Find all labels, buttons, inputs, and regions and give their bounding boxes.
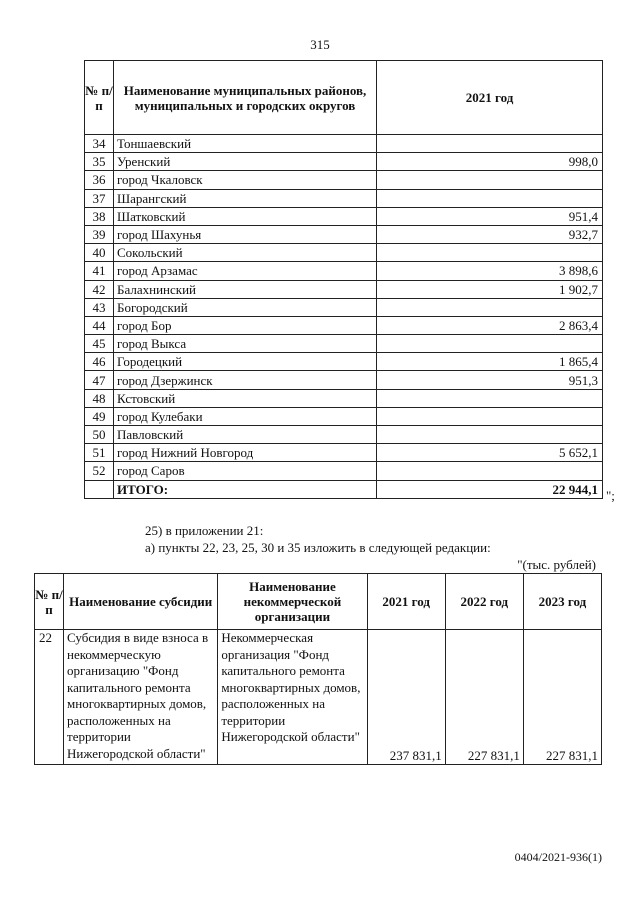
col-header-2021: 2021 год — [367, 574, 445, 630]
row-name: Шарангский — [114, 189, 377, 207]
value-2022: 227 831,1 — [445, 630, 523, 765]
page-number: 315 — [310, 37, 330, 52]
table-row — [85, 316, 603, 334]
row-num: 48 — [85, 389, 114, 407]
row-num: 41 — [85, 262, 114, 280]
row-name: город Чкаловск — [114, 171, 377, 189]
row-value — [377, 189, 603, 207]
row-value: 951,3 — [377, 371, 603, 389]
col-header-num: № п/п — [35, 574, 64, 630]
table-row — [35, 630, 602, 765]
table-row — [85, 225, 603, 243]
table-row — [85, 189, 603, 207]
table-row — [85, 298, 603, 316]
row-num: 22 — [35, 630, 64, 765]
row-value — [377, 171, 603, 189]
row-num: 45 — [85, 335, 114, 353]
row-name: Тоншаевский — [114, 135, 377, 153]
table-row — [85, 244, 603, 262]
row-value — [377, 244, 603, 262]
row-value: 1 902,7 — [377, 280, 603, 298]
table-row — [85, 153, 603, 171]
table-header-row — [35, 574, 602, 630]
row-num: 52 — [85, 462, 114, 480]
row-num: 51 — [85, 444, 114, 462]
row-num: 42 — [85, 280, 114, 298]
col-header-num: № п/п — [85, 61, 114, 135]
row-num: 39 — [85, 225, 114, 243]
table-row — [85, 371, 603, 389]
row-value: 2 863,4 — [377, 316, 603, 334]
row-num: 38 — [85, 207, 114, 225]
row-name: Городецкий — [114, 353, 377, 371]
row-num: 40 — [85, 244, 114, 262]
row-num: 46 — [85, 353, 114, 371]
document-code: 0404/2021-936(1) — [514, 850, 602, 864]
row-num: 49 — [85, 407, 114, 425]
org-name: Некоммерческая организация "Фонд капитального ремонта многоквартирных домов, расположенных на территории Нижегородской области" — [218, 630, 367, 765]
row-name: Шатковский — [114, 207, 377, 225]
table-row — [85, 426, 603, 444]
row-value: 3 898,6 — [377, 262, 603, 280]
total-label: ИТОГО: — [114, 480, 377, 498]
paragraph-25: 25) в приложении 21: — [145, 523, 264, 538]
row-num: 47 — [85, 371, 114, 389]
row-name: город Выкса — [114, 335, 377, 353]
table-row — [85, 280, 603, 298]
row-num: 37 — [85, 189, 114, 207]
col-header-name: Наименование муниципальных районов, муниципальных и городских округов — [114, 61, 377, 135]
row-num: 44 — [85, 316, 114, 334]
row-value — [377, 426, 603, 444]
table-row — [85, 389, 603, 407]
row-name: город Нижний Новгород — [114, 444, 377, 462]
total-num-cell — [85, 480, 114, 498]
table-row — [85, 207, 603, 225]
row-num: 43 — [85, 298, 114, 316]
total-value: 22 944,1 — [377, 480, 603, 498]
row-num: 36 — [85, 171, 114, 189]
row-name: город Кулебаки — [114, 407, 377, 425]
table-row — [85, 444, 603, 462]
row-name: Уренский — [114, 153, 377, 171]
row-name: Павловский — [114, 426, 377, 444]
row-name: город Бор — [114, 316, 377, 334]
row-value — [377, 335, 603, 353]
row-value — [377, 298, 603, 316]
total-row — [85, 480, 603, 498]
row-value: 932,7 — [377, 225, 603, 243]
value-2021: 237 831,1 — [367, 630, 445, 765]
municipal-table — [84, 60, 603, 499]
row-name: город Арзамас — [114, 262, 377, 280]
units-note: "(тыс. рублей) — [517, 557, 596, 572]
row-value: 1 865,4 — [377, 353, 603, 371]
row-name: Кстовский — [114, 389, 377, 407]
col-header-2023: 2023 год — [523, 574, 601, 630]
col-header-org: Наименование некоммерческой организации — [218, 574, 367, 630]
col-header-year: 2021 год — [377, 61, 603, 135]
row-name: город Дзержинск — [114, 371, 377, 389]
row-value: 998,0 — [377, 153, 603, 171]
col-header-2022: 2022 год — [445, 574, 523, 630]
row-name: город Шахунья — [114, 225, 377, 243]
subsidy-name: Субсидия в виде взноса в некоммерческую организацию "Фонд капитального ремонта многоквартирных домов, расположенных на территории Нижегородской области" — [64, 630, 218, 765]
table-row — [85, 353, 603, 371]
col-header-subsidy: Наименование субсидии — [64, 574, 218, 630]
row-value — [377, 462, 603, 480]
row-name: город Саров — [114, 462, 377, 480]
closing-quote: "; — [606, 488, 615, 503]
table-row — [85, 135, 603, 153]
row-value — [377, 407, 603, 425]
row-num: 50 — [85, 426, 114, 444]
table-row — [85, 407, 603, 425]
row-name: Богородский — [114, 298, 377, 316]
table-row — [85, 262, 603, 280]
row-value — [377, 135, 603, 153]
table-row — [85, 462, 603, 480]
row-value: 951,4 — [377, 207, 603, 225]
row-name: Балахнинский — [114, 280, 377, 298]
row-num: 35 — [85, 153, 114, 171]
table-row — [85, 335, 603, 353]
table-row — [85, 171, 603, 189]
subsidy-table — [34, 573, 602, 765]
row-name: Сокольский — [114, 244, 377, 262]
row-value: 5 652,1 — [377, 444, 603, 462]
value-2023: 227 831,1 — [523, 630, 601, 765]
row-num: 34 — [85, 135, 114, 153]
row-value — [377, 389, 603, 407]
paragraph-25a: а) пункты 22, 23, 25, 30 и 35 изложить в следующей редакции: — [145, 540, 491, 555]
table-header-row — [85, 61, 603, 135]
